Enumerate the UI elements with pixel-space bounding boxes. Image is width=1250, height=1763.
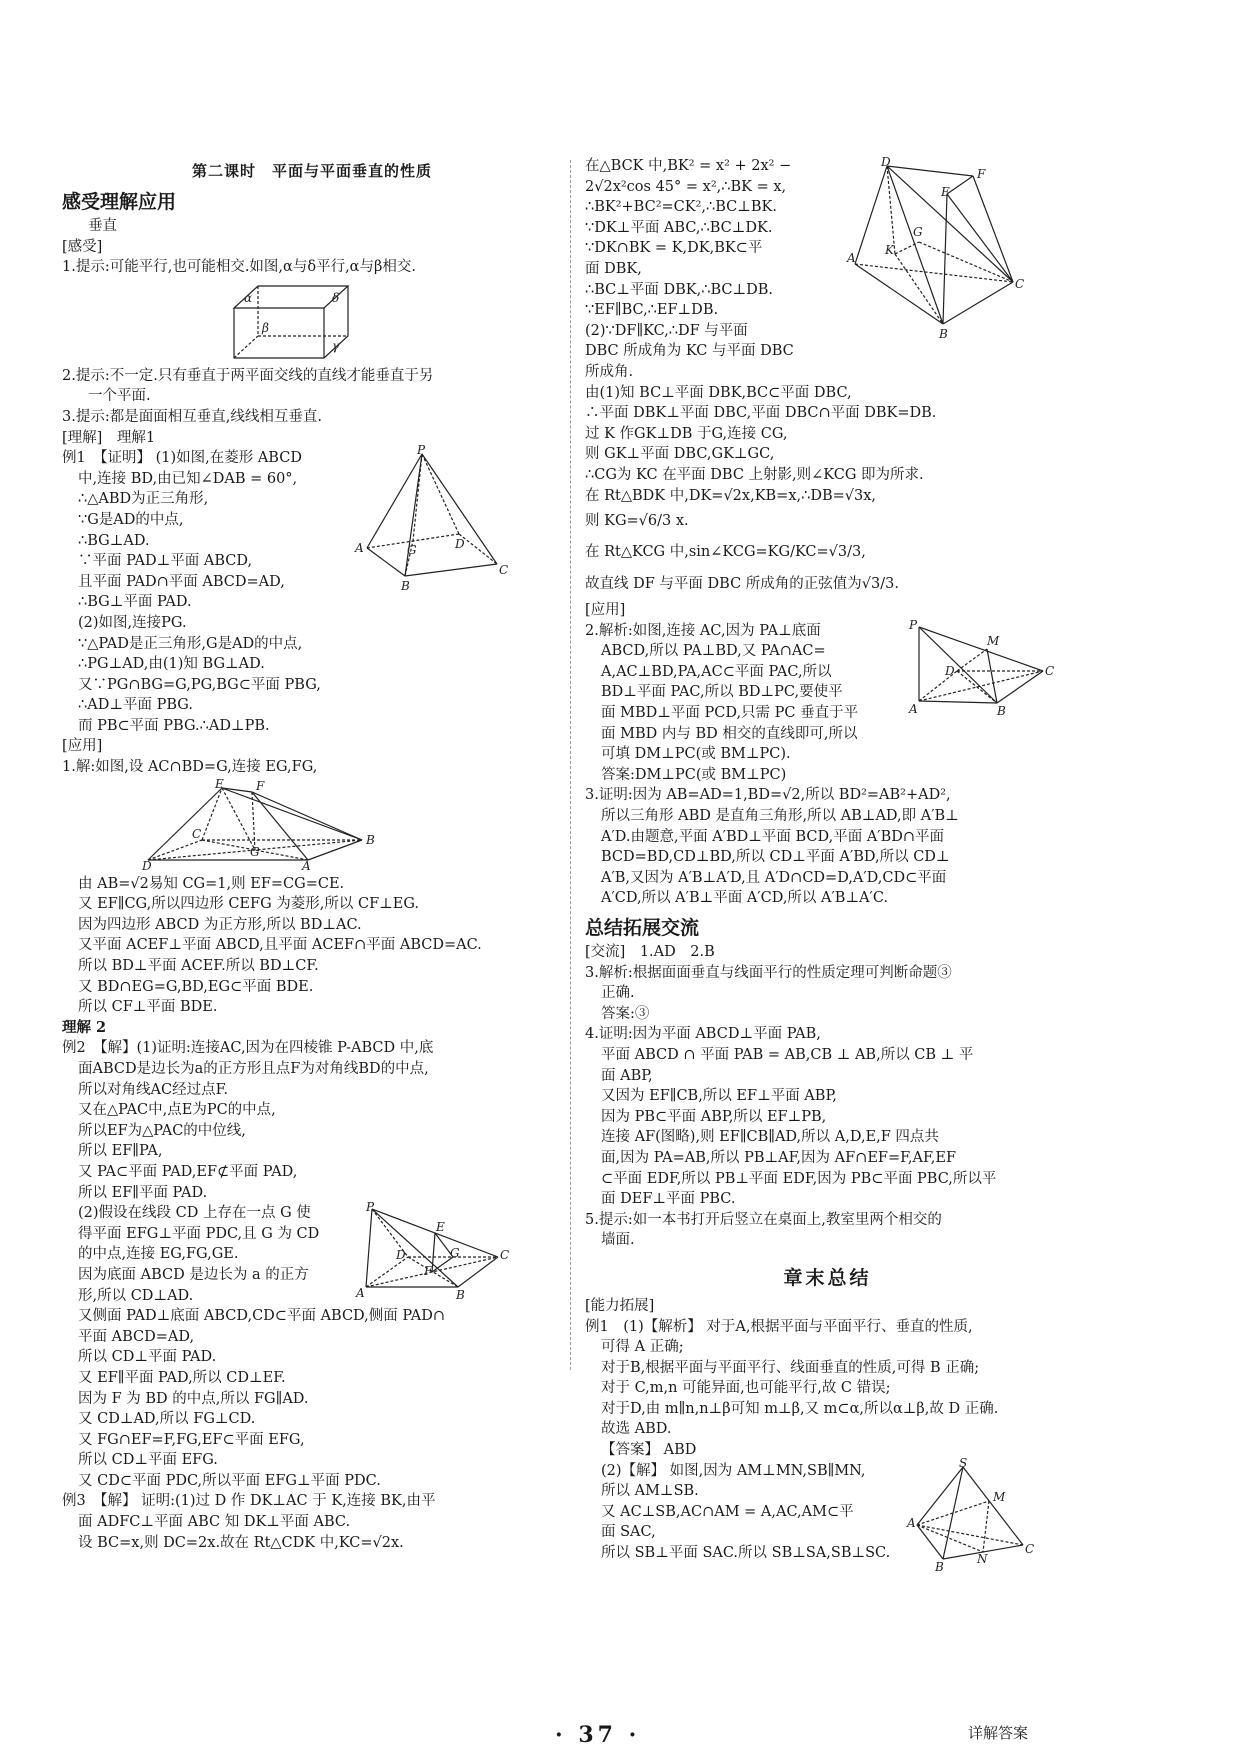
text-line: ∵DK⊥平面 ABC,∴BC⊥DK. xyxy=(585,219,773,236)
right-column xyxy=(585,155,1070,1574)
subtitle: 垂直 xyxy=(88,218,117,234)
text-line: 又 CD⊂平面 PDC,所以平面 EFG⊥平面 PDC. xyxy=(78,1472,381,1489)
svg-text:B: B xyxy=(401,579,410,594)
text-line: (2)如图,连接PG. xyxy=(78,614,187,631)
figure-pyramid-efg xyxy=(352,1200,512,1307)
section-heading: 感受理解应用 xyxy=(62,191,177,213)
text-line: 因为 F 为 BD 的中点,所以 FG∥AD. xyxy=(78,1390,309,1407)
text-line: ∴BK²+BC²=CK²,∴BC⊥BK. xyxy=(585,199,777,216)
text-line: 由(1)知 BC⊥平面 DBK,BC⊂平面 DBC, xyxy=(585,384,852,401)
text-line: 所以 SB⊥平面 SAC.所以 SB⊥SA,SB⊥SC. xyxy=(601,1545,891,1562)
text-line: 又平面 ACEF⊥平面 ABCD,且平面 ACEF∩平面 ABCD=AC. xyxy=(78,937,482,954)
text-line: 又 EF∥CG,所以四边形 CEFG 为菱形,所以 CF⊥EG. xyxy=(78,896,420,913)
text-line: ∴BG⊥平面 PAD. xyxy=(78,594,192,611)
text-line: ∵DK∩BK = K,DK,BK⊂平 xyxy=(585,240,763,257)
svg-text:A: A xyxy=(302,858,311,873)
text-line: 所以 CD⊥平面 EFG. xyxy=(78,1452,218,1469)
text-line: 又 CD⊥AD,所以 FG⊥CD. xyxy=(78,1411,256,1428)
text-line: 形,所以 CD⊥AD. xyxy=(78,1287,194,1304)
text-line: 所以 CF⊥平面 BDE. xyxy=(78,999,218,1016)
text-line: 2.解析:如图,连接 AC,因为 PA⊥底面 xyxy=(585,622,821,639)
example1-part2-block xyxy=(585,1455,1070,1574)
svg-text:A: A xyxy=(355,541,364,556)
text-line: 墙面. xyxy=(601,1232,635,1249)
text-line: A′CD,所以 A′B⊥平面 A′CD,所以 A′B⊥A′C. xyxy=(601,890,889,907)
figure-acef xyxy=(62,776,562,873)
svg-text:C: C xyxy=(499,563,509,578)
text-line: 面 SAC, xyxy=(601,1524,656,1541)
text-line: 则 GK⊥平面 DBC,GK⊥GC, xyxy=(585,446,775,463)
text-line: 对于 C,m,n 可能异面,也可能平行,故 C 错误; xyxy=(601,1380,891,1397)
text-line: 面 DEF⊥平面 PBC. xyxy=(601,1191,736,1208)
text-line: 例2 【解】(1)证明:连接AC,因为在四棱锥 P-ABCD 中,底 xyxy=(62,1040,434,1057)
text-line: 平面 ABCD=AD, xyxy=(78,1328,195,1345)
text-line: 答案:DM⊥PC(或 BM⊥PC) xyxy=(601,766,787,783)
text-line: 在 Rt△BDK 中,DK=√2x,KB=x,∴DB=√3x, xyxy=(585,487,877,504)
text-line: 1.解:如图,设 AC∩BD=G,连接 EG,FG, xyxy=(62,759,318,776)
svg-text:D: D xyxy=(142,858,152,873)
text-line: 而 PB⊂平面 PBG.∴AD⊥PB. xyxy=(78,717,270,734)
text-line: 所以 EF∥平面 PAD. xyxy=(78,1184,208,1201)
text-line: (2)假设在线段 CD 上存在一点 G 使 xyxy=(78,1205,311,1222)
svg-text:C: C xyxy=(1025,1541,1035,1556)
text-line: 又在△PAC中,点E为PC的中点, xyxy=(78,1102,276,1119)
svg-text:F: F xyxy=(977,167,986,181)
figure-planes xyxy=(62,280,562,364)
text-line: ∴BC⊥平面 DBK,∴BC⊥DB. xyxy=(585,281,773,298)
svg-text:P: P xyxy=(909,617,918,632)
text-line: 理解 2 xyxy=(62,1018,107,1036)
text-line: [交流] 1.AD 2.B xyxy=(585,944,715,960)
svg-text:C: C xyxy=(1015,277,1025,291)
text-line: 且平面 PAD∩平面 ABCD=AD, xyxy=(78,573,285,590)
figure-pyramid-samnc xyxy=(907,1455,1047,1575)
text-line: 平面 ABCD ∩ 平面 PAB = AB,CB ⊥ AB,所以 CB ⊥ 平 xyxy=(601,1046,974,1063)
svg-text:G: G xyxy=(450,1246,460,1261)
svg-text:N: N xyxy=(977,1551,988,1566)
text-line: 面,因为 PA=AB,所以 PB⊥AF,因为 AF∩EF=F,AF,EF xyxy=(601,1149,957,1166)
text-line: 又 BD∩EG=G,BD,EG⊂平面 BDE. xyxy=(78,978,314,995)
text-line: 因为四边形 ABCD 为正方形,所以 BD⊥AC. xyxy=(78,916,362,933)
text-line: 则 KG=√6/3 x. xyxy=(585,513,689,530)
application2-block xyxy=(585,617,1070,786)
text-line: 所以 BD⊥平面 ACEF.所以 BD⊥CF. xyxy=(78,958,319,975)
text-line: ABCD,所以 PA⊥BD,又 PA∩AC= xyxy=(601,643,826,660)
text-line: ∴AD⊥平面 PBG. xyxy=(78,697,193,714)
svg-text:D: D xyxy=(881,155,891,169)
svg-text:P: P xyxy=(366,1200,375,1215)
text-line: ∵平面 PAD⊥平面 ABCD, xyxy=(78,553,253,570)
text-line: ∵G是AD的中点, xyxy=(78,511,184,528)
text-line: ∴BG⊥AD. xyxy=(78,532,150,549)
svg-text:A: A xyxy=(356,1286,365,1301)
text-line: (2)【解】 如图,因为 AM⊥MN,SB∥MN, xyxy=(601,1462,866,1479)
text-line: ∴PG⊥AD,由(1)知 BG⊥AD. xyxy=(78,656,265,673)
text-line: ∴平面 DBK⊥平面 DBC,平面 DBC∩平面 DBK=DB. xyxy=(585,405,937,422)
text-line: 面ABCD是边长为a的正方形且点F为对角线BD的中点, xyxy=(78,1061,429,1077)
text-line: 例1 【证明】 (1)如图,在菱形 ABCD xyxy=(62,450,302,467)
text-line: 所以EF为△PAC的中位线, xyxy=(78,1122,246,1139)
svg-text:C: C xyxy=(1045,663,1055,678)
svg-text:B: B xyxy=(456,1288,465,1303)
svg-text:D: D xyxy=(945,663,955,678)
example1-block xyxy=(62,443,562,736)
column-divider xyxy=(570,160,571,1370)
text-line: 又 AC⊥SB,AC∩AM = A,AC,AM⊂平 xyxy=(601,1503,854,1520)
text-line: 2.提示:不一定.只有垂直于两平面交线的直线才能垂直于另 xyxy=(62,367,434,384)
text-line: 1.提示:可能平行,也可能相交.如图,α与δ平行,α与β相交. xyxy=(62,259,416,276)
text-line: ∴CG为 KC 在平面 DBC 上射影,则∠KCG 即为所求. xyxy=(585,466,924,483)
text-line: [理解] 理解1 xyxy=(62,429,156,446)
svg-text:E: E xyxy=(436,1220,445,1235)
text-line: 又因为 EF∥CB,所以 EF⊥平面 ABP, xyxy=(601,1088,837,1105)
text-line: 在 Rt△KCG 中,sin∠KCG=KG/KC=√3/3, xyxy=(585,544,866,561)
text-line: 又侧面 PAD⊥底面 ABCD,CD⊂平面 ABCD,侧面 PAD∩ xyxy=(78,1308,446,1325)
page-number: · 37 · xyxy=(555,1722,641,1748)
text-line: ⊂平面 EDF,所以 PB⊥平面 EDF,因为 PB⊂平面 PBC,所以平 xyxy=(601,1170,997,1187)
text-line: 得平面 EFG⊥平面 PDC,且 G 为 CD xyxy=(78,1225,320,1242)
text-line: [应用] xyxy=(62,738,103,755)
text-line: 对于D,由 m∥n,n⊥β可知 m⊥β,又 m⊂α,所以α⊥β,故 D 正确. xyxy=(601,1400,999,1417)
text-line: 可得 A 正确; xyxy=(601,1339,684,1356)
svg-text:G: G xyxy=(407,543,417,558)
svg-text:B: B xyxy=(997,703,1006,718)
text-line: 因为底面 ABCD 是边长为 a 的正方 xyxy=(78,1266,309,1283)
text-line: 面 DBK, xyxy=(585,260,642,277)
svg-text:γ: γ xyxy=(332,338,340,353)
text-line: 3.解析:根据面面垂直与线面平行的性质定理可判断命题③ xyxy=(585,964,952,981)
svg-text:B: B xyxy=(939,327,948,341)
text-line: 一个平面. xyxy=(88,388,151,405)
svg-text:S: S xyxy=(959,1455,968,1470)
text-line: 的中点,连接 EG,FG,GE. xyxy=(78,1246,239,1263)
svg-text:D: D xyxy=(455,537,465,552)
text-line: 3.证明:因为 AB=AD=1,BD=√2,所以 BD²=AB²+AD², xyxy=(585,787,951,804)
text-line: DBC 所成角为 KC 与平面 DBC xyxy=(585,343,794,360)
svg-text:C: C xyxy=(192,826,202,841)
text-line: A′D.由题意,平面 A′BD⊥平面 BCD,平面 A′BD∩平面 xyxy=(601,828,945,845)
svg-text:α: α xyxy=(244,290,253,305)
text-line: 所成角. xyxy=(585,363,634,380)
figure-tetra-dbc xyxy=(847,156,1067,360)
svg-text:P: P xyxy=(417,443,426,458)
text-line: 所以 EF∥PA, xyxy=(78,1143,163,1160)
example2-part2-block xyxy=(62,1200,562,1306)
svg-text:δ: δ xyxy=(332,290,340,305)
text-line: 4.证明:因为平面 ABCD⊥平面 PAB, xyxy=(585,1026,821,1043)
section-heading: 总结拓展交流 xyxy=(585,917,700,939)
svg-text:G: G xyxy=(913,225,923,239)
text-line: 所以 CD⊥平面 PAD. xyxy=(78,1349,217,1366)
chapter-summary-heading: 章末总结 xyxy=(783,1266,872,1289)
svg-text:D: D xyxy=(396,1248,406,1263)
svg-text:B: B xyxy=(366,832,375,847)
text-line: ∵EF∥BC,∴EF⊥DB. xyxy=(585,302,719,319)
text-line: 又∵PG∩BG=G,PG,BG⊂平面 PBG, xyxy=(78,676,321,693)
svg-text:A: A xyxy=(847,251,856,265)
svg-text:K: K xyxy=(885,243,894,257)
text-line: 例3 【解】 证明:(1)过 D 作 DK⊥AC 于 K,连接 BK,由平 xyxy=(62,1493,436,1510)
text-line: 在△BCK 中,BK² = x² + 2x² − xyxy=(585,158,792,174)
text-line: (2)∵DF∥KC,∴DF 与平面 xyxy=(585,322,748,339)
text-line: 由 AB=√2易知 CG=1,则 EF=CG=CE. xyxy=(78,875,345,892)
text-line: 5.提示:如一本书打开后竖立在桌面上,教室里两个相交的 xyxy=(585,1211,942,1228)
text-line: 面 MBD 内与 BD 相交的直线即可,所以 xyxy=(601,725,858,742)
svg-text:G: G xyxy=(250,844,260,859)
left-column xyxy=(62,160,562,1553)
text-line: 中,连接 BD,由已知∠DAB = 60°, xyxy=(78,470,298,487)
text-line: BD⊥平面 PAC,所以 BD⊥PC,要使平 xyxy=(601,684,843,701)
svg-text:β: β xyxy=(262,320,269,335)
svg-text:F: F xyxy=(256,778,265,793)
text-line: A′B,又因为 A′B⊥A′D,且 A′D∩CD=D,A′D,CD⊂平面 xyxy=(601,869,947,886)
text-line: 故直线 DF 与平面 DBC 所成角的正弦值为√3/3. xyxy=(585,576,899,593)
text-line: 又 EF∥平面 PAD,所以 CD⊥EF. xyxy=(78,1369,286,1386)
text-line: BCD=BD,CD⊥BD,所以 CD⊥平面 A′BD,所以 CD⊥ xyxy=(601,849,950,866)
text-line: 答案:③ xyxy=(601,1005,650,1022)
svg-text:C: C xyxy=(500,1248,510,1263)
text-line: 【答案】 ABD xyxy=(601,1442,697,1459)
text-line: 正确. xyxy=(601,985,635,1002)
svg-text:A: A xyxy=(909,701,918,716)
svg-text:A: A xyxy=(907,1515,916,1530)
text-line: 又 PA⊂平面 PAD,EF⊄平面 PAD, xyxy=(78,1163,298,1180)
svg-text:B: B xyxy=(935,1559,944,1574)
text-line: [能力拓展] xyxy=(585,1297,655,1314)
text-line: ∴△ABD为正三角形, xyxy=(78,491,209,508)
text-line: 所以三角形 ABD 是直角三角形,所以 AB⊥AD,即 A′B⊥ xyxy=(601,808,959,825)
figure-pyramid-pabcd xyxy=(347,443,509,602)
text-line: 可填 DM⊥PC(或 BM⊥PC). xyxy=(601,746,791,763)
text-line: 面 ADFC⊥平面 ABC 知 DK⊥平面 ABC. xyxy=(78,1514,351,1531)
text-line: 过 K 作GK⊥DB 于G,连接 CG, xyxy=(585,425,788,442)
footer-label: 详解答案 xyxy=(968,1724,1029,1742)
text-line: 面 ABP, xyxy=(601,1067,653,1084)
text-line: [应用] xyxy=(585,602,626,619)
lesson-title: 第二课时 平面与平面垂直的性质 xyxy=(191,162,432,180)
text-line: 3.提示:都是面面相互垂直,线线相互垂直. xyxy=(62,408,322,425)
text-line: 因为 PB⊂平面 ABP,所以 EF⊥PB, xyxy=(601,1108,827,1125)
text-line: ∵△PAD是正三角形,G是AD的中点, xyxy=(78,635,303,652)
svg-text:M: M xyxy=(987,633,1000,648)
text-line: A,AC⊥BD,PA,AC⊂平面 PAC,所以 xyxy=(601,663,832,680)
text-line: 面 MBD⊥平面 PCD,只需 PC 垂直于平 xyxy=(601,705,859,722)
text-line: 所以对角线AC经过点F. xyxy=(78,1081,228,1098)
svg-text:M: M xyxy=(993,1489,1006,1504)
text-line: 又 FG∩EF=F,FG,EF⊂平面 EFG, xyxy=(78,1431,305,1448)
figure-pyramid-mbd xyxy=(907,617,1057,721)
svg-text:F: F xyxy=(424,1264,433,1279)
text-line: 对于B,根据平面与平面平行、线面垂直的性质,可得 B 正确; xyxy=(601,1359,980,1376)
text-line: [感受] xyxy=(62,238,103,255)
text-line: 故选 ABD. xyxy=(601,1421,672,1438)
text-line: 连接 AF(图略),则 EF∥CB∥AD,所以 A,D,E,F 四点共 xyxy=(601,1129,939,1146)
text-line: 设 BC=x,则 DC=2x.故在 Rt△CDK 中,KC=√2x. xyxy=(78,1534,404,1551)
text-line: 2√2x²cos 45° = x²,∴BK = x, xyxy=(585,178,787,195)
text-line: 所以 AM⊥SB. xyxy=(601,1483,699,1500)
svg-text:E: E xyxy=(941,185,950,199)
text-line: 例1 (1)【解析】 对于A,根据平面与平面平行、垂直的性质, xyxy=(585,1318,973,1335)
example3-continued-block xyxy=(585,156,1070,383)
svg-text:E: E xyxy=(215,776,224,791)
